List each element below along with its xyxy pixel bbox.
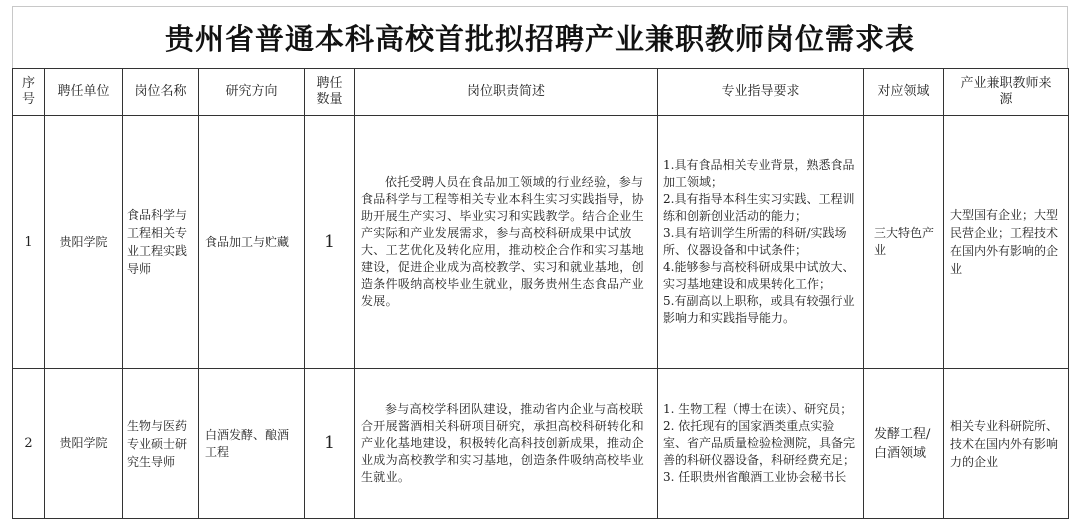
cell-unit: 贵阳学院 <box>45 116 123 369</box>
cell-seq: 2 <box>13 369 45 519</box>
cell-count: 1 <box>305 369 355 519</box>
table-row <box>13 116 1069 369</box>
header-source: 产业兼职教师来源 <box>944 69 1069 116</box>
requirement-item: 3. 任职贵州省酿酒工业协会秘书长 <box>663 470 847 484</box>
requirement-item: 2.具有指导本科生实习实践、工程训练和创新创业活动的能力； <box>663 192 855 223</box>
cell-source: 相关专业科研院所、技术在国内外有影响力的企业 <box>944 369 1069 519</box>
requirement-item: 5.有副高以上职称，或具有较强行业影响力和实践指导能力。 <box>663 294 855 325</box>
cell-requirements <box>658 116 864 369</box>
cell-field: 发酵工程/白酒领域 <box>864 369 944 519</box>
requirement-item: 1.具有食品相关专业背景，熟悉食品加工领域； <box>663 158 855 189</box>
cell-direction: 白酒发酵、酿酒工程 <box>199 369 305 519</box>
header-direction: 研究方向 <box>199 69 305 116</box>
cell-requirements <box>658 369 864 519</box>
requirement-item: 3.具有培训学生所需的科研/实践场所、仪器设备和中试条件； <box>663 226 847 257</box>
cell-duty: 参与高校学科团队建设，推动省内企业与高校联合开展酱酒相关科研项目研究，承担高校科研转化和产业化基地建设，积极转化高科技创新成果，推动企业成为高校教学和实习基地，创造条件吸纳高校毕业生就业。 <box>355 369 658 519</box>
header-duty: 岗位职责简述 <box>355 69 658 116</box>
page-title: 贵州省普通本科高校首批拟招聘产业兼职教师岗位需求表 <box>164 22 915 56</box>
cell-duty: 依托受聘人员在食品加工领域的行业经验，参与食品科学与工程等相关专业本科生实习实践指导，协助开展生产实习、毕业实习和实践教学。结合企业生产实际和产业发展需求，参与高校科研成果中试放大、工艺优化及转化应用，推动校企合作和实习基地建设，促进企业成为高校教学、实习和就业基地，创造条件吸纳高校毕业生就业，服务贵州生态食品产业发展。 <box>355 116 658 369</box>
header-seq: 序号 <box>13 69 45 116</box>
job-requirements-table <box>12 68 1069 519</box>
requirement-item: 4.能够参与高校科研成果中试放大、实习基地建设和成果转化工作； <box>663 260 855 291</box>
cell-field: 三大特色产业 <box>864 116 944 369</box>
cell-count: 1 <box>305 116 355 369</box>
header-field: 对应领域 <box>864 69 944 116</box>
cell-unit: 贵阳学院 <box>45 369 123 519</box>
header-row <box>13 69 1069 116</box>
table-row <box>13 369 1069 519</box>
header-count: 聘任数量 <box>305 69 355 116</box>
cell-source: 大型国有企业；大型民营企业；工程技术在国内外有影响的企业 <box>944 116 1069 369</box>
cell-position: 生物与医药专业硕士研究生导师 <box>123 369 199 519</box>
header-position: 岗位名称 <box>123 69 199 116</box>
requirement-item: 2. 依托现有的国家酒类重点实验室、省产品质量检验检测院，具备完善的科研仪器设备，科研经费充足； <box>663 419 856 467</box>
cell-seq: 1 <box>13 116 45 369</box>
header-unit: 聘任单位 <box>45 69 123 116</box>
requirement-item: 1. 生物工程（博士在读）、研究员； <box>663 402 853 416</box>
title-box <box>12 6 1068 68</box>
cell-direction: 食品加工与贮藏 <box>199 116 305 369</box>
header-requirement: 专业指导要求 <box>658 69 864 116</box>
cell-position: 食品科学与工程相关专业工程实践导师 <box>123 116 199 369</box>
